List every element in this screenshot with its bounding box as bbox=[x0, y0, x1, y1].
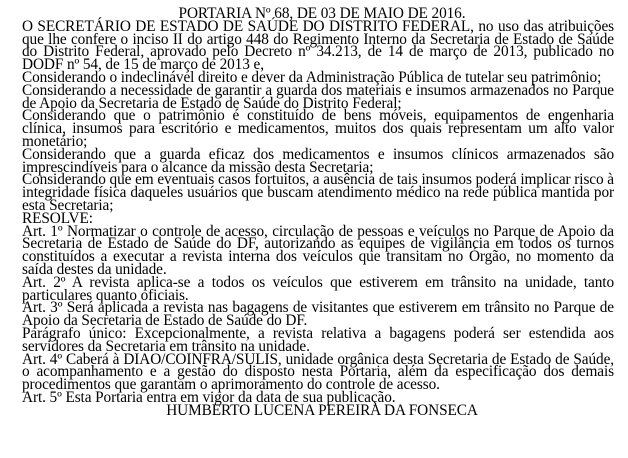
article-3-sole-paragraph: Parágrafo único: Excepcionalmente, a revista relativa a bagagens poderá ser estendida aos servidores da Secretaria em trânsito na unidade. bbox=[22, 324, 614, 355]
resolve-heading: RESOLVE: bbox=[22, 209, 93, 227]
article-5: Art. 5º Esta Portaria entra em vigor da data de sua publicação. bbox=[22, 388, 396, 406]
article-1: Art. 1º Normatizar o controle de acesso, circulação de pessoas e veículos no Parque de Apoio da Secretaria de Estado de Saúde do DF, autorizando as equipes de vigilância em todos os turnos constituídos a executar a revista interna dos veículos que transitam no Órgão, no momento da saída destes da unidade. bbox=[22, 222, 614, 278]
signature-name: HUMBERTO LUCENA PEREIRA DA FONSECA bbox=[166, 401, 478, 419]
article-4: Art. 4º Caberá à DIAO/COINFRA/SULIS, unidade orgânica desta Secretaria de Estado de Saúde, o acompanhamento e a gestão do disposto nesta Portaria, além da especificação dos demais procedimentos que garantam o aprimoramento do controle de acesso. bbox=[22, 350, 614, 394]
considering-paragraph-3: Considerando que o patrimônio é constituído de bens móveis, equipamentos de engenharia clínica, insumos para escritório e medicamentos, muitos dos quais representam um alto valor monetário; bbox=[22, 107, 614, 150]
considering-paragraph-1: Considerando o indeclinável direito e dever da Administração Pública de tutelar seu patrimônio; bbox=[22, 68, 602, 86]
article-3: Art. 3º Será aplicada a revista nas bagagens de visitantes que estiverem em trânsito no Parque de Apoio da Secretaria de Estado de Saúde do DF. bbox=[22, 299, 614, 330]
considering-paragraph-5: Considerando que em eventuais casos fortuitos, a ausência de tais insumos poderá implicar risco à integridade física daqueles usuários que buscam atendimento médico na rede pública mantida por esta Secretaria; bbox=[22, 171, 614, 214]
document-title: PORTARIA Nº 68, DE 03 DE MAIO DE 2016. bbox=[178, 5, 466, 22]
considering-paragraph-4: Considerando que a guarda eficaz dos medicamentos e insumos clínicos armazenados são imprescindíveis para o alcance da missão desta Secretaria; bbox=[22, 145, 614, 176]
considering-paragraph-2: Considerando a necessidade de garantir a guarda dos materiais e insumos armazenados no Parque de Apoio da Secretaria de Estado de Saúde do Distrito Federal; bbox=[22, 81, 614, 112]
article-2: Art. 2º A revista aplica-se a todos os veículos que estiverem em trânsito na unidade, tanto particulares quanto oficiais. bbox=[22, 273, 614, 304]
preamble-paragraph: O SECRETÁRIO DE ESTADO DE SAÚDE DO DISTRITO FEDERAL, no uso das atribuições que lhe confere o inciso II do artigo 448 do Regimento Interno da Secretaria de Estado de Saúde do Distrito Federal, aprovado pelo Decreto nº 34.213, de 14 de março de 2013, publicado no DODF nº 54, de 15 de março de 2013 e, bbox=[22, 17, 614, 74]
